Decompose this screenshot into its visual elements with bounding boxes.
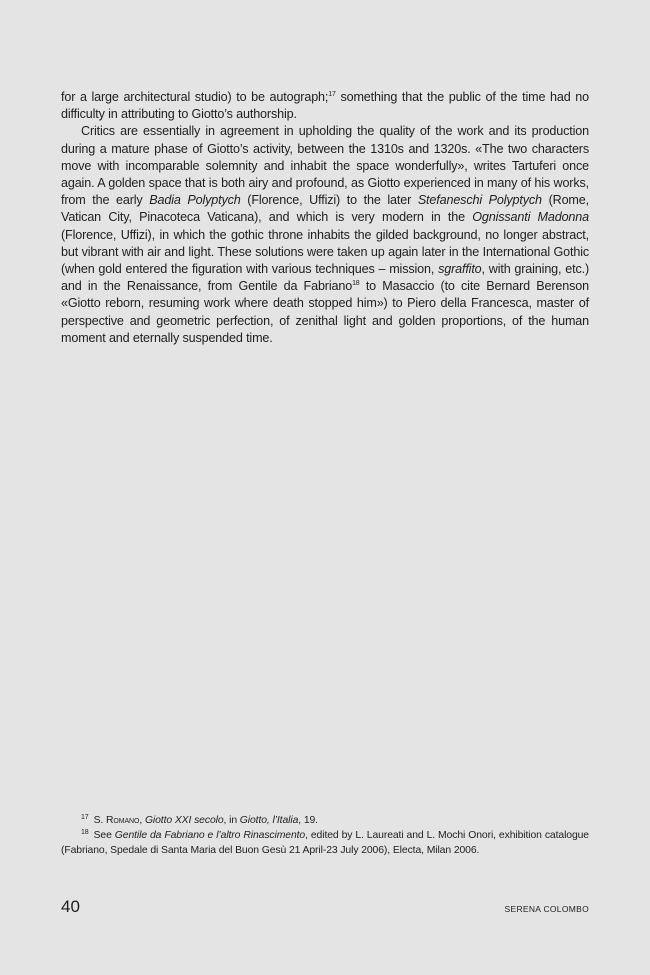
text-run: (Rome, Vatican City, Pinacoteca Vaticana), and which is very modern in the [61,193,589,225]
footnote-ref-18[interactable]: 18 [352,280,360,288]
text-run: Critics are essentially in agreement in upholding the quality of the work and its production during a mature phase of Giotto’s activity, between the 1310s and 1320s. «The two characters move with incomparable solemnity and inhabit the space wonderfully», writes Tartuferi once again. A golden space that is both airy and profound, as Giotto experienced in many of his works, from the early [61,124,589,208]
running-head: SERENA COLOMBO [504,904,589,914]
paragraph [61,89,589,123]
text-run: See [93,830,115,842]
artwork-title: Ognissanti Madonna [472,210,589,225]
text-run: , edited by L. Laureati and L. Mochi Onori, exhibition catalogue (Fabriano, Spedale di Santa Maria del Buon Gesù 21 April-23 July 2006), Electa, Milan 2006. [61,830,589,857]
footnote-17 [61,813,589,828]
footnotes [61,813,589,859]
author-name: Romano [106,815,140,826]
footnote-number: 17 [81,814,89,821]
paragraph [61,123,589,347]
text-run: something that the public of the time had no difficulty in attributing to Giotto’s authorship. [61,90,589,122]
artwork-title: Stefaneschi Polyptych [417,193,542,208]
text-run: to Masaccio (to cite Bernard Berenson «Giotto reborn, resuming work where death stopped him») to Piero della Francesca, master of perspective and geometric perfection, of zenithal light and golden proportions, of the human moment and eternally suspended time. [61,279,589,345]
text-run: , [139,815,145,826]
text-run: , in [223,815,240,826]
page-number: 40 [61,897,80,916]
book-title: Giotto, l’Italia [239,815,299,826]
footnote-18 [61,828,589,858]
technique-term: sgraffito [438,262,482,277]
footnote-ref-17[interactable]: 17 [328,91,336,98]
body-text [61,89,589,347]
artwork-title: Badia Polyptych [149,193,241,208]
book-title: Giotto XXI secolo [144,815,224,826]
text-run: S. [93,815,106,826]
text-run: (Florence, Uffizi) to the later [240,193,418,208]
text-run: , 19. [298,815,318,826]
text-run: , with graining, etc.) and in the Renaissance, from Gentile da Fabriano [61,262,589,294]
text-run: for a large architectural studio) to be autograph; [61,90,329,104]
book-title: Gentile da Fabriano e l’altro Rinascimento [114,830,306,842]
text-run: (Florence, Uffizi), in which the gothic throne inhabits the gilded background, no longer abstract, but vibrant with air and light. These solutions were taken up again later in the International Gothic (when gold entered the figuration with various techniques – mission, [61,227,589,277]
footnote-number: 18 [81,829,89,837]
